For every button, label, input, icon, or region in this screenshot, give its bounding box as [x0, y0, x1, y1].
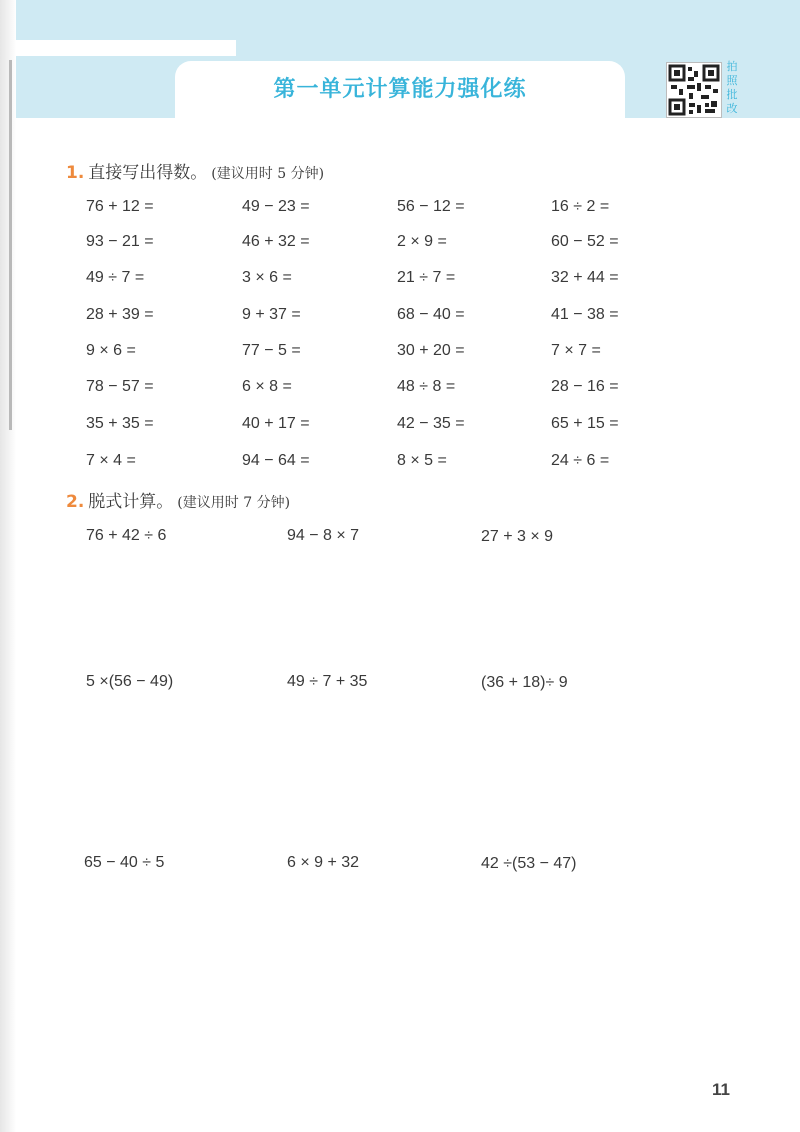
- calc-problem: 6 × 9 + 32: [287, 854, 360, 871]
- problem-cell: 77 − 5 =: [242, 342, 301, 359]
- photo-label-char: 批: [726, 88, 738, 101]
- problem-cell: 78 − 57 =: [86, 378, 154, 395]
- problem-cell: 2 × 9 =: [397, 233, 447, 250]
- calc-problem: (36 + 18)÷ 9: [481, 674, 568, 691]
- problem-cell: 3 × 6 =: [242, 269, 292, 286]
- problem-cell: 93 − 21 =: [86, 233, 154, 250]
- problem-cell: 30 + 20 =: [397, 342, 465, 359]
- page-title: 第一单元计算能力强化练: [273, 77, 527, 102]
- problem-cell: 40 + 17 =: [242, 415, 310, 432]
- problem-cell: 9 × 6 =: [86, 342, 136, 359]
- problem-cell: 46 + 32 =: [242, 233, 310, 250]
- calc-problem: 94 − 8 × 7: [287, 527, 360, 544]
- calc-problem: 65 − 40 ÷ 5: [84, 854, 165, 871]
- problem-cell: 49 ÷ 7 =: [86, 269, 145, 286]
- calc-problem: 49 ÷ 7 + 35: [287, 673, 368, 690]
- section2-number: 2.: [66, 492, 85, 512]
- photo-label-char: 拍: [726, 60, 738, 73]
- problem-cell: 60 − 52 =: [551, 233, 619, 250]
- calc-problem: 76 + 42 ÷ 6: [86, 527, 167, 544]
- problem-cell: 28 + 39 =: [86, 306, 154, 323]
- problem-cell: 6 × 8 =: [242, 378, 292, 395]
- section1-number: 1.: [66, 163, 85, 183]
- problem-cell: 28 − 16 =: [551, 378, 619, 395]
- section2-title: 脱式计算。: [88, 492, 174, 512]
- binding-line: [9, 60, 12, 430]
- calc-problem: 5 ×(56 − 49): [86, 673, 174, 690]
- problem-cell: 56 − 12 =: [397, 198, 465, 215]
- problem-cell: 49 − 23 =: [242, 198, 310, 215]
- photo-grading-label: [724, 60, 740, 116]
- problem-cell: 42 − 35 =: [397, 415, 465, 432]
- problem-cell: 94 − 64 =: [242, 452, 310, 469]
- problem-cell: 16 ÷ 2 =: [551, 198, 610, 215]
- problem-cell: 48 ÷ 8 =: [397, 378, 456, 395]
- section2-hint: (建议用时 7 分钟): [177, 495, 291, 511]
- section1-hint: (建议用时 5 分钟): [211, 166, 325, 182]
- section2-heading: [66, 487, 290, 512]
- problem-cell: 7 × 7 =: [551, 342, 601, 359]
- qr-code-icon[interactable]: [666, 62, 722, 118]
- photo-label-char: 改: [726, 102, 738, 115]
- calc-problem: 42 ÷(53 − 47): [481, 855, 577, 872]
- problem-cell: 8 × 5 =: [397, 452, 447, 469]
- problem-cell: 68 − 40 =: [397, 306, 465, 323]
- problem-cell: 24 ÷ 6 =: [551, 452, 610, 469]
- section1-title: 直接写出得数。: [88, 163, 208, 183]
- problem-cell: 65 + 15 =: [551, 415, 619, 432]
- problem-cell: 32 + 44 =: [551, 269, 619, 286]
- section1-heading: [66, 158, 324, 183]
- page-binding-edge: [0, 0, 16, 1132]
- photo-label-char: 照: [726, 74, 738, 87]
- problem-cell: 7 × 4 =: [86, 452, 136, 469]
- problem-cell: 9 + 37 =: [242, 306, 301, 323]
- calc-problem: 27 + 3 × 9: [481, 528, 554, 545]
- header-strip: [16, 40, 236, 56]
- problem-cell: 76 + 12 =: [86, 198, 154, 215]
- problem-cell: 21 ÷ 7 =: [397, 269, 456, 286]
- problem-cell: 41 − 38 =: [551, 306, 619, 323]
- page-number: 11: [712, 1080, 730, 1099]
- problem-cell: 35 + 35 =: [86, 415, 154, 432]
